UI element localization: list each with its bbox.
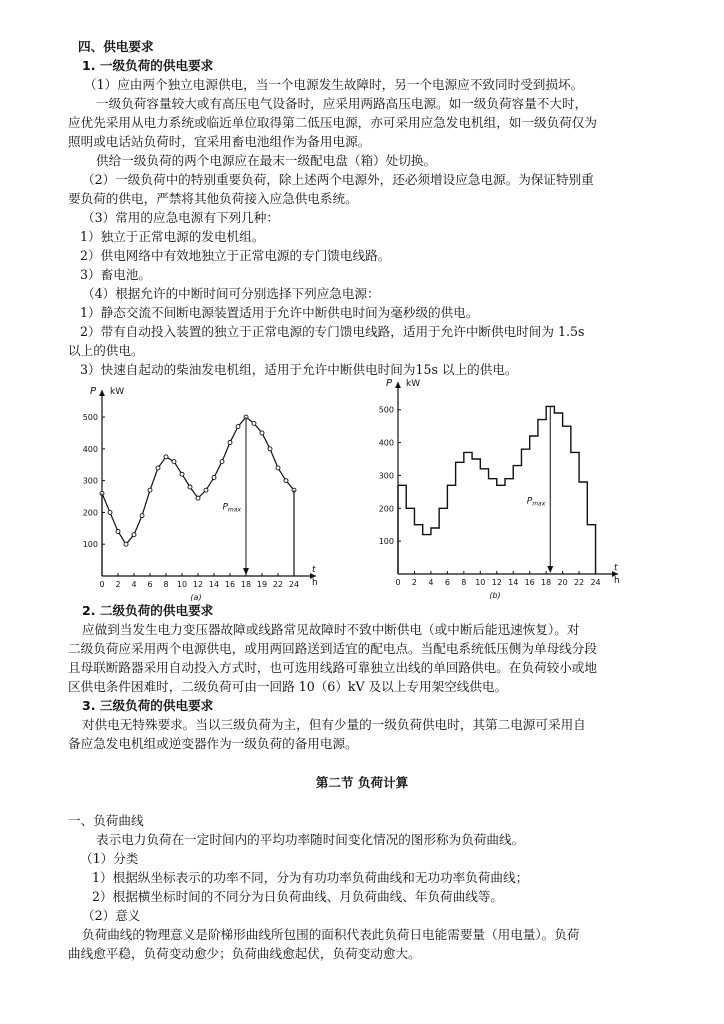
y-axis-label: P xyxy=(90,386,97,397)
data-point xyxy=(204,488,208,492)
list-item: 2）根据横坐标时间的不同分为日负荷曲线、月负荷曲线、年负荷曲线等。 xyxy=(92,889,504,904)
data-point xyxy=(284,479,288,483)
paragraph: 备应急发电机组或逆变器作为一级负荷的备用电源。 xyxy=(68,736,358,751)
x-tick-label: 22 xyxy=(272,580,284,589)
paragraph: （2）一级负荷中的特别重要负荷，除上述两个电源外，还必须增设应急电源。为保证特别重 xyxy=(82,172,594,187)
data-point xyxy=(220,460,224,464)
x-tick-label: 24 xyxy=(590,578,601,587)
section-heading: 四、供电要求 xyxy=(78,39,154,54)
data-point xyxy=(212,475,216,479)
data-point xyxy=(148,488,152,492)
y-tick-label: 400 xyxy=(82,444,98,454)
y-tick-label: 200 xyxy=(378,504,394,514)
data-point xyxy=(228,441,232,445)
x-tick-label: 14 xyxy=(508,578,519,587)
level1-heading: 1. 一级负荷的供电要求 xyxy=(82,58,214,73)
y-axis-label: P xyxy=(386,378,393,389)
y-tick-label: 500 xyxy=(82,413,98,423)
pmax-label-subscript: max xyxy=(532,500,546,508)
x-tick-label: 10 xyxy=(475,578,486,587)
data-point xyxy=(116,530,120,534)
x-tick-label: 16 xyxy=(224,580,236,589)
x-tick-label: 4 xyxy=(428,578,434,587)
paragraph: 二级负荷应采用两个电源供电，或用两回路送到适宜的配电点。当配电系统低压侧为单母线分段 xyxy=(68,641,597,656)
x-axis-label: t xyxy=(312,565,316,575)
figure-caption: (b) xyxy=(489,591,501,600)
data-point xyxy=(180,472,184,476)
y-tick-label: 300 xyxy=(378,471,394,481)
data-point xyxy=(124,542,128,546)
data-point xyxy=(140,514,144,518)
x-tick-label: 4 xyxy=(131,580,137,589)
x-tick-label: 19 xyxy=(256,580,268,589)
data-point xyxy=(164,455,168,459)
paragraph: （3）常用的应急电源有下列几种： xyxy=(82,210,279,225)
pmax-label-subscript: max xyxy=(227,506,241,514)
x-tick-label: 6 xyxy=(147,580,153,589)
x-tick-label: 8 xyxy=(163,580,169,589)
x-tick-label: 0 xyxy=(99,580,105,589)
x-axis-label: t xyxy=(614,563,618,573)
x-tick-label: 8 xyxy=(461,578,467,587)
y-tick-label: 100 xyxy=(378,537,394,547)
level3-heading: 3. 三级负荷的供电要求 xyxy=(82,698,214,713)
list-item: 3）畜电池。 xyxy=(80,267,151,282)
x-tick-label: 12 xyxy=(192,580,204,589)
figure-caption: (a) xyxy=(190,593,202,602)
paragraph: 一级负荷容量较大或有高压电气设备时，应采用两路高压电源。如一级负荷容量不大时， xyxy=(96,96,588,111)
paragraph: 供给一级负荷的两个电源应在最末一级配电盘（箱）处切换。 xyxy=(96,153,437,168)
list-item: 1）静态交流不间断电源装置适用于允许中断供电时间为毫秒级的供电。 xyxy=(80,305,479,320)
data-point xyxy=(156,466,160,470)
data-point xyxy=(196,496,200,500)
x-tick-label: 0 xyxy=(395,578,401,587)
x-axis-unit: h xyxy=(312,578,318,588)
y-tick-label: 400 xyxy=(378,438,394,448)
x-tick-label: 24 xyxy=(288,580,300,589)
x-tick-label: 6 xyxy=(444,578,450,587)
x-tick-label: 12 xyxy=(491,578,502,587)
x-tick-label: 2 xyxy=(115,580,121,589)
paragraph: （4）根据允许的中断时间可分别选择下列应急电源： xyxy=(82,286,380,301)
x-tick-label: 22 xyxy=(573,578,585,587)
data-point xyxy=(188,485,192,489)
x-axis-unit: h xyxy=(614,576,620,586)
paragraph: 对供电无特殊要求。当以三级负荷为主，但有少量的一级负荷供电时，其第二电源可采用自 xyxy=(82,717,586,732)
x-tick-label: 2 xyxy=(411,578,418,587)
data-point xyxy=(108,510,112,514)
paragraph: 区供电条件困难时，二级负荷可由一回路 10（6）kV 及以上专用架空线供电。 xyxy=(68,679,508,694)
x-tick-label: 18 xyxy=(240,580,252,589)
load-curve-chart-a xyxy=(80,388,320,618)
load-curve-chart-b xyxy=(370,378,620,608)
x-tick-label: 10 xyxy=(176,580,188,589)
paragraph: （2）意义 xyxy=(82,908,141,923)
pmax-arrow xyxy=(547,566,553,573)
paragraph: 且母联断路器采用自动投入方式时，也可选用线路可靠独立出线的单回路供电。在负荷较小或地 xyxy=(68,660,597,675)
pmax-label xyxy=(222,502,241,513)
data-point xyxy=(268,447,272,451)
x-tick-label: 18 xyxy=(541,578,552,587)
y-tick-label: 100 xyxy=(82,540,98,550)
data-point xyxy=(132,533,136,537)
paragraph: 照明或电话站负荷时，宜采用畜电池组作为备用电源。 xyxy=(68,134,371,149)
data-point xyxy=(260,431,264,435)
list-item: 2）供电网络中有效地独立于正常电源的专门馈电线路。 xyxy=(80,248,391,263)
paragraph: 应优先采用从电力系统或临近单位取得第二低压电源，亦可采用应急发电机组，如一级负荷仅为 xyxy=(68,115,597,130)
y-tick-label: 200 xyxy=(82,508,98,518)
subsection-heading: 一、负荷曲线 xyxy=(68,813,144,828)
data-point xyxy=(236,425,240,429)
list-item: 以上的供电。 xyxy=(68,343,144,358)
list-item: 1）根据纵坐标表示的功率不同，分为有功功率负荷曲线和无功功率负荷曲线； xyxy=(92,870,529,885)
list-item: 1）独立于正常电源的发电机组。 xyxy=(80,229,265,244)
list-item: 3）快速自起动的柴油发电机组，适用于允许中断供电时间为15s 以上的供电。 xyxy=(80,362,518,377)
pmax-label xyxy=(527,497,546,508)
paragraph: 应做到当发生电力变压器故障或线路常见故障时不致中断供电（或中断后能迅速恢复）。对 xyxy=(82,622,580,637)
x-tick-label: 20 xyxy=(557,578,568,587)
paragraph: 要负荷的供电，严禁将其他负荷接入应急供电系统。 xyxy=(68,191,358,206)
x-tick-label: 14 xyxy=(208,580,220,589)
data-point xyxy=(276,466,280,470)
pmax-label-text: P xyxy=(222,502,228,513)
y-axis-arrow xyxy=(99,390,105,396)
y-tick-label: 500 xyxy=(378,405,394,415)
list-item: 2）带有自动投入装置的独立于正常电源的专门馈电线路，适用于允许中断供电时间为 1.5s xyxy=(80,324,585,339)
paragraph: （1）分类 xyxy=(80,851,139,866)
y-axis-unit: kW xyxy=(406,379,421,389)
pmax-label-text: P xyxy=(526,496,533,507)
level2-heading: 2. 二级负荷的供电要求 xyxy=(82,603,214,618)
paragraph: 负荷曲线的物理意义是阶梯形曲线所包围的面积代表此负荷日电能需要量（用电量）。负荷 xyxy=(82,927,580,942)
paragraph: （1）应由两个独立电源供电，当一个电源发生故障时，另一个电源应不致同时受到损坏。 xyxy=(84,77,584,92)
y-tick-label: 300 xyxy=(82,476,98,486)
pmax-arrow xyxy=(243,568,249,575)
y-axis-unit: kW xyxy=(110,387,125,397)
paragraph: 表示电力负荷在一定时间内的平均功率随时间变化情况的图形称为负荷曲线。 xyxy=(96,832,525,847)
page-title: 第二节 负荷计算 xyxy=(315,775,409,790)
data-point xyxy=(252,421,256,425)
y-axis-arrow xyxy=(395,382,401,388)
series-step-line xyxy=(398,406,596,574)
data-point xyxy=(172,460,176,464)
paragraph: 曲线愈平稳，负荷变动愈少；负荷曲线愈起伏，负荷变动愈大。 xyxy=(68,946,421,961)
series-line xyxy=(102,417,294,544)
x-tick-label: 16 xyxy=(524,578,535,587)
